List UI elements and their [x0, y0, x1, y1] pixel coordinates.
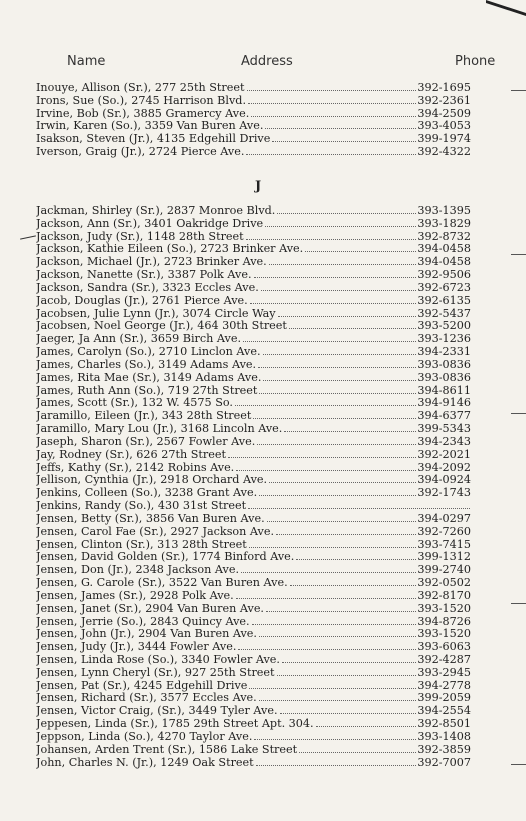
directory-entry — [36, 423, 471, 436]
dot-leader — [276, 534, 416, 535]
directory-entry — [36, 449, 471, 462]
directory-entry — [36, 744, 471, 757]
dot-leader — [258, 367, 416, 368]
entry-name-address: Jacobsen, Julie Lynn (Jr.), 3074 Circle Way — [36, 307, 276, 320]
dot-leader — [289, 328, 416, 329]
dot-leader — [267, 521, 417, 522]
entry-phone: 392-3859 — [417, 743, 471, 756]
dot-leader — [278, 316, 417, 317]
entry-phone: 394-2554 — [417, 705, 471, 718]
entry-name-address: Jensen, Victor Craig, (Sr.), 3449 Tyler Ave. — [36, 705, 278, 718]
entry-name-address: Jensen, Jerrie (So.), 2843 Quincy Ave. — [36, 615, 250, 628]
directory-entry — [36, 705, 471, 718]
entry-name-address: Irvine, Bob (Sr.), 3885 Gramercy Ave. — [36, 107, 250, 120]
entry-phone: 392-8732 — [417, 230, 471, 243]
directory-entry — [36, 205, 471, 218]
dot-leader — [246, 239, 417, 240]
entry-phone: 394-0924 — [417, 474, 471, 487]
entry-phone: 392-8170 — [417, 589, 471, 602]
dot-leader — [263, 380, 416, 381]
margin-rule — [511, 764, 526, 765]
entry-name-address: Jaseph, Sharon (Sr.), 2567 Fowler Ave. — [36, 435, 256, 448]
directory-entry — [36, 333, 471, 346]
directory-entry — [36, 282, 471, 295]
entry-phone: 392-1695 — [417, 82, 471, 94]
entry-phone: 394-8726 — [417, 615, 471, 628]
entry-name-address: James, Rita Mae (Sr.), 3149 Adams Ave. — [36, 371, 262, 384]
entry-phone: 394-2509 — [417, 107, 471, 120]
dot-leader — [282, 662, 416, 663]
dot-leader — [277, 675, 417, 676]
directory-entry — [36, 82, 471, 95]
margin-rule — [511, 254, 526, 255]
entry-name-address: Jackman, Shirley (Sr.), 2837 Monroe Blvd. — [36, 205, 276, 217]
directory-entry — [36, 718, 471, 731]
entry-name-address: James, Ruth Ann (So.), 719 27th Street — [36, 384, 258, 397]
directory-entry — [36, 372, 471, 385]
entry-phone: 394-8611 — [417, 384, 471, 397]
entry-name-address: Jacob, Douglas (Jr.), 2761 Pierce Ave. — [36, 294, 248, 307]
entry-phone: 393-1408 — [417, 730, 471, 743]
dot-leader — [259, 393, 416, 394]
entry-name-address: Inouye, Allison (Sr.), 277 25th Street — [36, 82, 245, 94]
entry-phone: 392-6135 — [417, 294, 471, 307]
entry-phone: 392-8501 — [417, 718, 471, 731]
entry-name-address: Jackson, Nanette (Sr.), 3387 Polk Ave. — [36, 269, 252, 282]
directory-entry — [36, 295, 471, 308]
entry-phone: 393-6063 — [417, 641, 471, 654]
dot-leader — [259, 495, 416, 496]
entry-name-address: Jensen, Judy (Jr.), 3444 Fowler Ave. — [36, 641, 237, 654]
entry-phone: 392-6723 — [417, 281, 471, 294]
entry-phone: 392-2361 — [417, 94, 471, 107]
margin-rule — [511, 90, 526, 91]
entry-name-address: Irons, Sue (So.), 2745 Harrison Blvd. — [36, 94, 247, 107]
entry-phone: 393-1395 — [417, 205, 471, 217]
pen-mark — [20, 235, 36, 239]
dot-leader — [254, 739, 416, 740]
dot-leader — [228, 457, 416, 458]
entry-phone: 393-7415 — [417, 538, 471, 551]
directory-entry — [36, 385, 471, 398]
directory-entry — [36, 577, 471, 590]
entry-name-address: John, Charles N. (Jr.), 1249 Oak Street — [36, 756, 254, 769]
entry-phone: 394-2778 — [417, 679, 471, 692]
entry-phone: 394-0458 — [417, 256, 471, 269]
directory-entry — [36, 616, 471, 629]
directory-entry — [36, 359, 471, 372]
directory-entry — [36, 133, 471, 146]
directory-entry — [36, 590, 471, 603]
column-header-phone: Phone — [455, 54, 496, 69]
dot-leader — [248, 508, 470, 509]
dot-leader — [265, 226, 416, 227]
dot-leader — [277, 213, 416, 214]
directory-entry — [36, 95, 471, 108]
directory-entry — [36, 628, 471, 641]
entry-phone: 393-1520 — [417, 602, 471, 615]
entry-phone: 394-2343 — [417, 435, 471, 448]
entry-name-address: Jackson, Kathie Eileen (So.), 2723 Brinker Ave. — [36, 243, 304, 256]
entry-name-address: Jacobsen, Noel George (Jr.), 464 30th Street — [36, 320, 287, 333]
dot-leader — [235, 405, 416, 406]
directory-entry — [36, 564, 471, 577]
dot-leader — [256, 765, 417, 766]
directory-list-j — [36, 205, 471, 769]
dot-leader — [305, 251, 416, 252]
entry-name-address: Jensen, James (Sr.), 2928 Polk Ave. — [36, 589, 234, 602]
dot-leader — [259, 700, 417, 701]
dot-leader — [290, 585, 417, 586]
entry-phone: 399-2059 — [417, 692, 471, 705]
directory-list-i — [36, 82, 471, 159]
directory-entry — [36, 256, 471, 269]
entry-name-address: Jensen, Lynn Cheryl (Sr.), 927 25th Street — [36, 666, 275, 679]
entry-name-address: Irwin, Karen (So.), 3359 Van Buren Ave. — [36, 120, 264, 133]
entry-phone: 393-4053 — [417, 120, 471, 133]
dot-leader — [241, 572, 416, 573]
dot-leader — [269, 482, 416, 483]
dot-leader — [272, 141, 416, 142]
entry-name-address: Jaramillo, Mary Lou (Jr.), 3168 Lincoln Ave. — [36, 423, 283, 436]
column-header-name: Name — [67, 54, 106, 69]
dot-leader — [247, 90, 417, 91]
entry-name-address: Jensen, Janet (Sr.), 2904 Van Buren Ave. — [36, 602, 264, 615]
dot-leader — [251, 116, 416, 117]
directory-entry — [36, 500, 471, 513]
dot-leader — [259, 636, 416, 637]
directory-entry — [36, 146, 471, 159]
entry-name-address: Jackson, Judy (Sr.), 1148 28th Street — [36, 230, 244, 243]
dot-leader — [280, 713, 417, 714]
entry-name-address: Jensen, Pat (Sr.), 4245 Edgehill Drive — [36, 679, 248, 692]
entry-name-address: Jaramillo, Eileen (Jr.), 343 28th Street — [36, 410, 252, 423]
directory-entry — [36, 513, 471, 526]
dot-leader — [257, 444, 416, 445]
directory-entry — [36, 346, 471, 359]
dot-leader — [249, 547, 417, 548]
dot-leader — [236, 470, 416, 471]
directory-entry — [36, 269, 471, 282]
entry-phone: 393-1236 — [417, 333, 471, 346]
dot-leader — [254, 277, 417, 278]
entry-name-address: Jensen, Don (Jr.), 2348 Jackson Ave. — [36, 564, 240, 577]
entry-phone: 393-5200 — [417, 320, 471, 333]
entry-name-address: Jay, Rodney (Sr.), 626 27th Street — [36, 448, 226, 461]
entry-phone: 393-0836 — [417, 358, 471, 371]
entry-phone: 392-0502 — [417, 577, 471, 590]
dot-leader — [236, 598, 417, 599]
column-header-address: Address — [241, 54, 293, 69]
entry-phone: 392-7007 — [417, 756, 471, 769]
directory-entry — [36, 462, 471, 475]
dot-leader — [238, 649, 416, 650]
directory-entry — [36, 526, 471, 539]
dot-leader — [252, 624, 417, 625]
dot-leader — [246, 154, 416, 155]
directory-entry — [36, 641, 471, 654]
directory-entry — [36, 667, 471, 680]
entry-phone: 399-1312 — [417, 551, 471, 564]
entry-phone: 399-2740 — [417, 564, 471, 577]
directory-entry — [36, 757, 471, 770]
directory-entry — [36, 551, 471, 564]
entry-phone: 392-4287 — [417, 653, 471, 666]
directory-entry — [36, 539, 471, 552]
dot-leader — [284, 431, 416, 432]
entry-phone: 392-4322 — [417, 146, 471, 159]
entry-phone: 393-0836 — [417, 371, 471, 384]
directory-entry — [36, 692, 471, 705]
directory-entry — [36, 654, 471, 667]
dot-leader — [248, 103, 416, 104]
entry-phone: 393-1520 — [417, 628, 471, 641]
entry-phone: 392-2021 — [417, 448, 471, 461]
directory-entry — [36, 410, 471, 423]
dot-leader — [253, 418, 416, 419]
entry-phone: 392-7260 — [417, 525, 471, 538]
entry-phone: 392-5437 — [417, 307, 471, 320]
entry-name-address: James, Charles (So.), 3149 Adams Ave. — [36, 358, 257, 371]
entry-name-address: Jaeger, Ja Ann (Sr.), 3659 Birch Ave. — [36, 333, 242, 346]
entry-name-address: Jeppson, Linda (So.), 4270 Taylor Ave. — [36, 730, 253, 743]
directory-entry — [36, 487, 471, 500]
entry-name-address: Jackson, Ann (Sr.), 3401 Oakridge Drive — [36, 217, 264, 230]
directory-entry — [36, 320, 471, 333]
entry-name-address: Jensen, David Golden (Sr.), 1774 Binford Ave. — [36, 551, 295, 564]
section-letter: J — [255, 179, 262, 194]
entry-name-address: Jeppesen, Linda (Sr.), 1785 29th Street Apt. 304. — [36, 718, 314, 731]
dot-leader — [249, 688, 416, 689]
directory-entry — [36, 731, 471, 744]
entry-name-address: Jenkins, Randy (So.), 430 31st Street — [36, 500, 247, 513]
entry-phone: 394-6377 — [417, 410, 471, 423]
dot-leader — [263, 354, 417, 355]
directory-entry — [36, 436, 471, 449]
entry-name-address: Jensen, Betty (Sr.), 3856 Van Buren Ave. — [36, 512, 265, 525]
entry-name-address: Iverson, Graig (Jr.), 2724 Pierce Ave. — [36, 146, 245, 159]
entry-name-address: Jackson, Sandra (Sr.), 3323 Eccles Ave. — [36, 281, 259, 294]
entry-phone: 392-1743 — [417, 487, 471, 500]
margin-rule — [511, 603, 526, 604]
entry-name-address: Jensen, Clinton (Sr.), 313 28th Street — [36, 538, 247, 551]
directory-entry — [36, 218, 471, 231]
entry-phone: 394-0458 — [417, 243, 471, 256]
entry-name-address: Jensen, G. Carole (Sr.), 3522 Van Buren Ave. — [36, 577, 288, 590]
entry-phone: 393-2945 — [417, 666, 471, 679]
entry-name-address: James, Scott (Sr.), 132 W. 4575 So. — [36, 397, 233, 410]
directory-entry — [36, 120, 471, 133]
entry-phone: 394-2092 — [417, 461, 471, 474]
directory-entry — [36, 474, 471, 487]
entry-name-address: James, Carolyn (So.), 2710 Linclon Ave. — [36, 346, 261, 359]
entry-phone: 394-2331 — [417, 346, 471, 359]
entry-phone: 399-5343 — [417, 423, 471, 436]
entry-name-address: Jenkins, Colleen (So.), 3238 Grant Ave. — [36, 487, 258, 500]
entry-name-address: Jensen, Carol Fae (Sr.), 2927 Jackson Ave. — [36, 525, 275, 538]
entry-phone: 393-1829 — [417, 217, 471, 230]
dot-leader — [299, 752, 416, 753]
dot-leader — [265, 128, 416, 129]
dot-leader — [243, 341, 416, 342]
entry-name-address: Jensen, Linda Rose (So.), 3340 Fowler Ave. — [36, 653, 280, 666]
entry-name-address: Jeffs, Kathy (Sr.), 2142 Robins Ave. — [36, 461, 235, 474]
dot-leader — [296, 559, 416, 560]
page-corner-mark — [486, 0, 526, 30]
entry-phone: 399-1974 — [417, 133, 471, 146]
entry-phone: 394-9146 — [417, 397, 471, 410]
entry-name-address: Isakson, Steven (Jr.), 4135 Edgehill Drive — [36, 133, 271, 146]
entry-name-address: Jellison, Cynthia (Jr.), 2918 Orchard Ave. — [36, 474, 268, 487]
dot-leader — [266, 611, 416, 612]
entry-phone: 392-9506 — [417, 269, 471, 282]
dot-leader — [261, 290, 417, 291]
directory-entry — [36, 243, 471, 256]
dot-leader — [269, 264, 417, 265]
entry-phone: 394-0297 — [417, 512, 471, 525]
entry-name-address: Jackson, Michael (Jr.), 2723 Brinker Ave. — [36, 256, 267, 269]
dot-leader — [250, 303, 417, 304]
directory-entry — [36, 108, 471, 121]
entry-name-address: Jensen, Richard (Sr.), 3577 Eccles Ave. — [36, 692, 257, 705]
entry-name-address: Jensen, John (Jr.), 2904 Van Buren Ave. — [36, 628, 257, 641]
entry-name-address: Johansen, Arden Trent (Sr.), 1586 Lake Street — [36, 743, 298, 756]
directory-entry — [36, 231, 471, 244]
dot-leader — [316, 726, 417, 727]
directory-entry — [36, 680, 471, 693]
margin-rule — [511, 413, 526, 414]
directory-entry — [36, 603, 471, 616]
directory-entry — [36, 308, 471, 321]
directory-entry — [36, 397, 471, 410]
